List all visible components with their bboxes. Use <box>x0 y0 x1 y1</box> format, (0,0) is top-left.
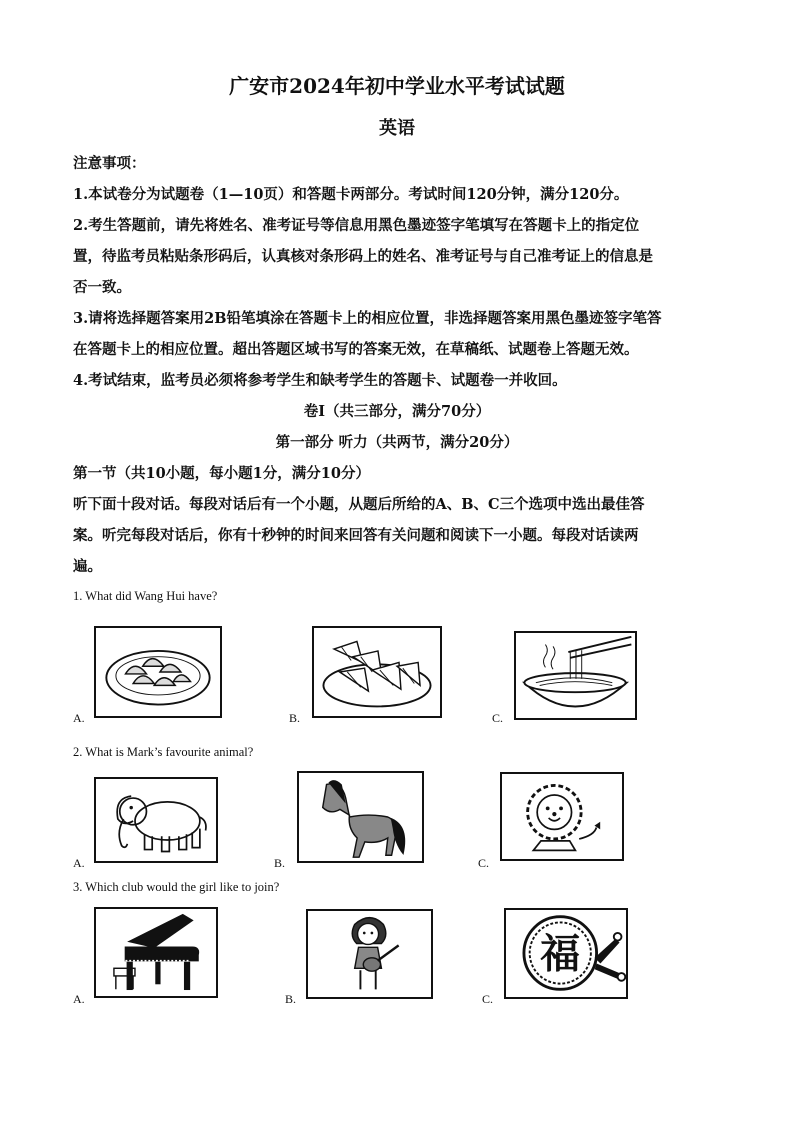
option-label[interactable]: C. <box>478 856 490 870</box>
note-line: 否一致。 <box>73 279 131 296</box>
option-label[interactable]: A. <box>73 856 85 870</box>
option-label[interactable]: C. <box>482 992 494 1006</box>
piano-icon[interactable] <box>94 907 218 998</box>
horse-icon[interactable] <box>297 771 424 863</box>
question-2: 2. What is Mark’s favourite animal? <box>73 745 254 759</box>
note-line: 2.考生答题前，请先将姓名、准考证号等信息用黑色墨迹签字笔填写在答题卡上的指定位 <box>73 217 640 234</box>
instruction-line: 听下面十段对话。每段对话后有一个小题，从题后所给的A、B、C三个选项中选出最佳答 <box>73 496 645 513</box>
fu-character: 福 <box>540 931 581 978</box>
note-line: 置，待监考员粘贴条形码后，认真核对条形码上的姓名、准考证号与自己准考证上的信息是 <box>73 248 653 265</box>
exam-title: 广安市2024年初中学业水平考试试题 <box>229 74 565 98</box>
part-heading: 第一部分 听力（共两节，满分20分） <box>275 434 519 451</box>
instruction-line: 遍。 <box>73 558 102 575</box>
option-label[interactable]: A. <box>73 711 85 725</box>
note-line: 3.请将选择题答案用2B铅笔填涂在答题卡上的相应位置，非选择题答案用黑色墨迹签字笔答 <box>73 310 662 327</box>
note-line: 4.考试结束，监考员必须将参考学生和缺考学生的答题卡、试题卷一并收回。 <box>73 372 567 389</box>
section-heading: 第一节（共10小题，每小题1分，满分10分） <box>73 465 370 482</box>
dumplings-icon[interactable] <box>94 626 222 718</box>
noodles-icon[interactable] <box>514 631 637 720</box>
option-label[interactable]: B. <box>285 992 297 1006</box>
notes-heading: 注意事项： <box>73 155 146 172</box>
option-label[interactable]: A. <box>73 992 85 1006</box>
option-label[interactable]: B. <box>274 856 286 870</box>
instruction-line: 案。听完每段对话后，你有十秒钟的时间来回答有关问题和阅读下一小题。每段对话读两 <box>73 527 639 544</box>
note-line: 1.本试卷分为试题卷（1—10页）和答题卡两部分。考试时间120分钟，满分120分。 <box>73 186 629 203</box>
question-3: 3. Which club would the girl like to join? <box>73 880 280 894</box>
subject-title: 英语 <box>379 118 415 139</box>
elephant-icon[interactable] <box>94 777 218 863</box>
zongzi-icon[interactable] <box>312 626 442 718</box>
papercut-fu-icon[interactable] <box>504 908 628 999</box>
question-1: 1. What did Wang Hui have? <box>73 589 218 603</box>
guitar-girl-icon[interactable] <box>306 909 433 999</box>
option-label[interactable]: B. <box>289 711 301 725</box>
option-label[interactable]: C. <box>492 711 504 725</box>
lion-icon[interactable] <box>500 772 624 861</box>
note-line: 在答题卡上的相应位置。超出答题区域书写的答案无效，在草稿纸、试题卷上答题无效。 <box>73 341 639 358</box>
volume-heading: 卷Ⅰ（共三部分，满分70分） <box>303 403 491 420</box>
